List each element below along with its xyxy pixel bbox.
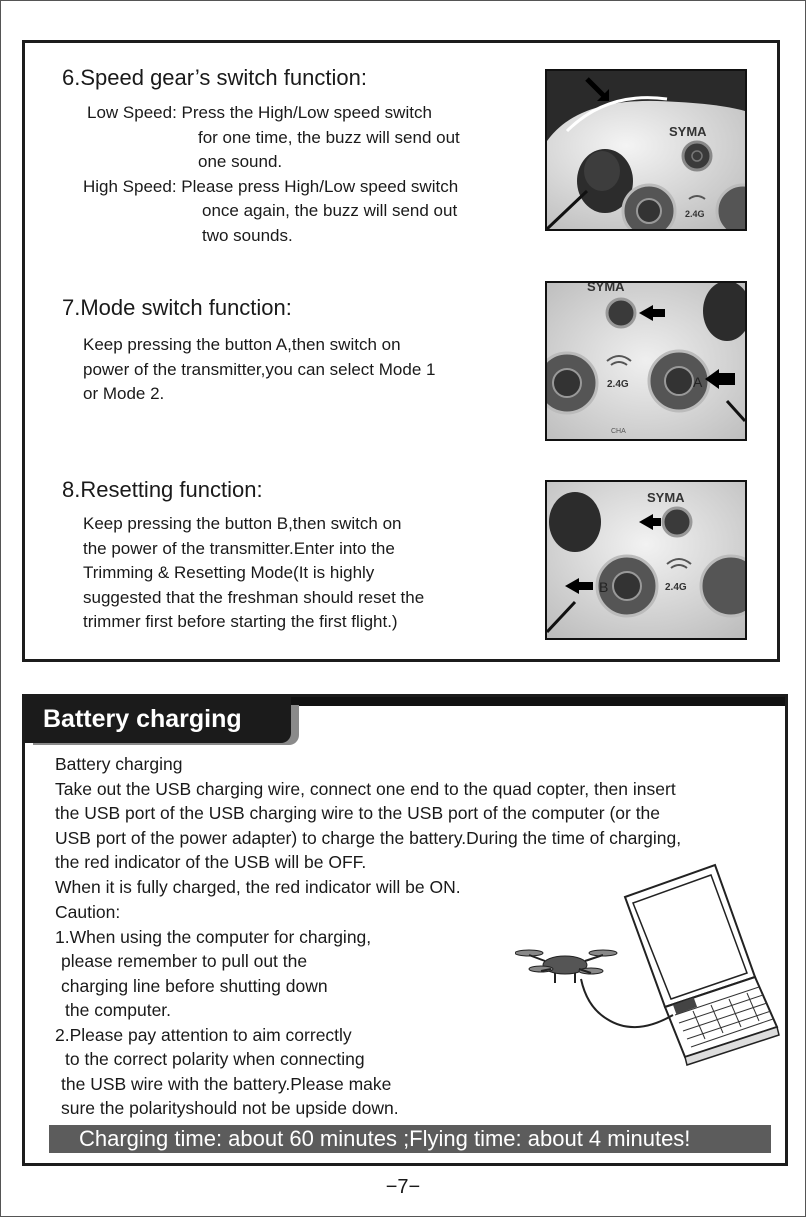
quadcopter-icon xyxy=(515,950,617,983)
section-7-line: power of the transmitter,you can select Mode 1 xyxy=(83,359,436,379)
section-6-line: High Speed: Please press High/Low speed switch xyxy=(83,176,459,196)
section-8-line: the power of the transmitter.Enter into the xyxy=(83,538,395,558)
speed-switch-photo xyxy=(545,69,747,231)
freq-label: 2.4G xyxy=(665,582,687,593)
battery-line: the computer. xyxy=(65,1000,172,1020)
brand-label: SYMA xyxy=(647,490,685,505)
section-7-line: or Mode 2. xyxy=(83,384,165,403)
battery-line: the red indicator of the USB will be OFF. xyxy=(55,852,367,872)
reset-function-photo xyxy=(545,480,747,640)
battery-line: Take out the USB charging wire, connect one end to the quad copter, then insert xyxy=(55,778,676,799)
button-b-label: B xyxy=(599,579,609,595)
battery-line: to the correct polarity when connecting xyxy=(65,1049,365,1069)
battery-line: Caution: xyxy=(55,902,121,922)
section-6-line: for one time, the buzz will send out xyxy=(198,127,460,147)
section-6-line: two sounds. xyxy=(202,225,293,245)
battery-line: 1.When using the computer for charging, xyxy=(55,926,372,947)
functions-panel xyxy=(22,40,780,662)
battery-line: 2.Please pay attention to aim correctly xyxy=(55,1024,352,1045)
section-7-title: 7.Mode switch function: xyxy=(62,295,292,320)
button-a-label: A xyxy=(693,374,703,390)
freq-label: 2.4G xyxy=(685,209,705,219)
charging-time-text: Charging time: about 60 minutes ;Flying time: about 4 minutes! xyxy=(79,1126,691,1151)
freq-label: 2.4G xyxy=(607,379,629,390)
mode-switch-photo xyxy=(545,281,747,441)
section-8-line: trimmer first before starting the first flight.) xyxy=(83,612,398,631)
battery-line: Battery charging xyxy=(55,754,183,774)
section-8-title: 8.Resetting function: xyxy=(62,477,263,502)
laptop-charging-illustration xyxy=(515,857,785,1067)
battery-line: please remember to pull out the xyxy=(61,951,308,971)
battery-charging-panel xyxy=(22,694,788,1166)
battery-charging-title: Battery charging xyxy=(43,705,242,733)
section-8-line: suggested that the freshman should reset the xyxy=(83,587,425,607)
section-8-line: Keep pressing the button B,then switch on xyxy=(83,514,402,533)
cha-label: CHA xyxy=(611,428,626,435)
battery-line: the USB wire with the battery.Please make xyxy=(61,1073,392,1094)
section-6-line: Low Speed: Press the High/Low speed switch xyxy=(87,103,432,122)
battery-line: the USB port of the USB charging wire to the USB port of the computer (or the xyxy=(55,803,661,823)
battery-line: USB port of the power adapter) to charge the battery.During the time of charging, xyxy=(55,827,682,848)
section-8-line: Trimming & Resetting Mode(It is highly xyxy=(83,563,375,582)
brand-label: SYMA xyxy=(669,124,707,139)
section-6-line: once again, the buzz will send out xyxy=(202,201,458,220)
section-6-line: one sound. xyxy=(198,152,283,171)
header-tab xyxy=(25,697,291,743)
battery-line: sure the polarityshould not be upside down. xyxy=(61,1098,399,1118)
battery-line: When it is fully charged, the red indicator will be ON. xyxy=(55,876,461,897)
brand-label: SYMA xyxy=(587,283,625,294)
page-number: −7− xyxy=(385,1176,421,1198)
battery-line: charging line before shutting down xyxy=(61,975,328,996)
section-7-line: Keep pressing the button A,then switch on xyxy=(83,335,401,354)
charging-time-bar xyxy=(49,1125,771,1153)
section-6-title: 6.Speed gear’s switch function: xyxy=(62,65,367,90)
